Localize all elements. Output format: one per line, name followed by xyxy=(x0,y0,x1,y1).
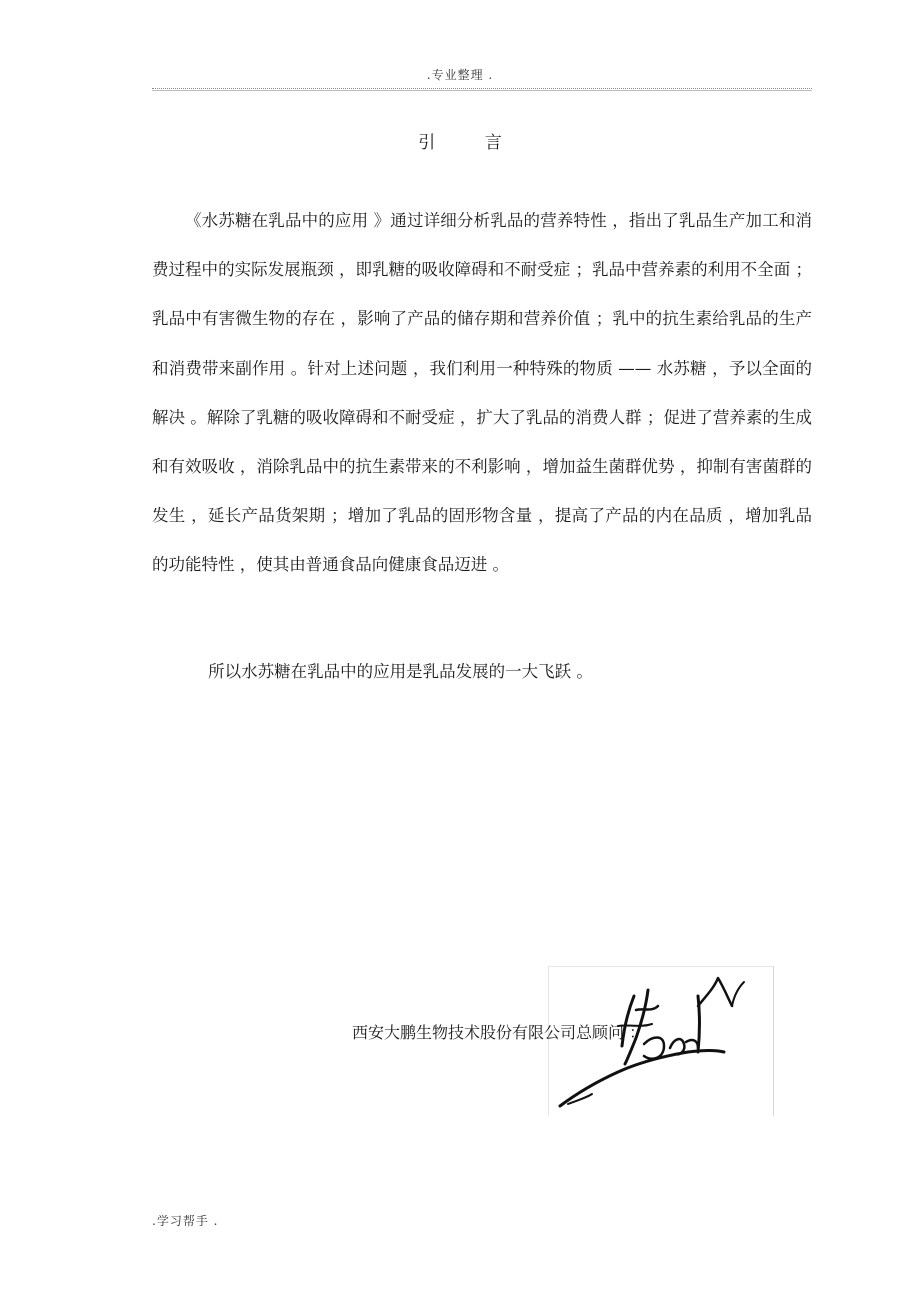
header-divider-solid xyxy=(152,90,812,91)
intro-paragraph: 《水苏糖在乳品中的应用 》通过详细分析乳品的营养特性 ，指出了乳品生产加工和消费过程中的实际发展瓶颈 ，即乳糖的吸收障碍和不耐受症 ；乳品中营养素的利用不全面 ；乳品中有害微生物的存在 ，影响了产品的储存期和营养价值 ；乳中的抗生素给乳品的生产和消费带来副作用 。针对上述问题 ，我们利用一种特殊的物质 —— 水苏糖 ，予以全面的解决 。解除了乳糖的吸收障碍和不耐受症 ，扩大了乳品的消费人群 ；促进了营养素的生成和有效吸收 ，消除乳品中的抗生素带来的不利影响 ，增加益生菌群优势 ，抑制有害菌群的发生 ，延长产品货架期 ；增加了乳品的固形物含量 ，提高了产品的内在品质 ，增加乳品的功能特性 ，使其由普通食品向健康食品迈进 。 xyxy=(152,211,812,575)
header-divider xyxy=(152,88,812,89)
handwritten-signature xyxy=(548,966,774,1116)
document-title: 引 言 xyxy=(418,133,524,153)
closing-paragraph: 所以水苏糖在乳品中的应用是乳品发展的一大飞跃 。 xyxy=(208,662,593,681)
signature-label: 西安大鹏生物技术股份有限公司总顾问 ： xyxy=(352,1023,646,1042)
page-header: .专业整理 . xyxy=(426,68,494,82)
page-footer: .学习帮手 . xyxy=(152,1214,219,1228)
